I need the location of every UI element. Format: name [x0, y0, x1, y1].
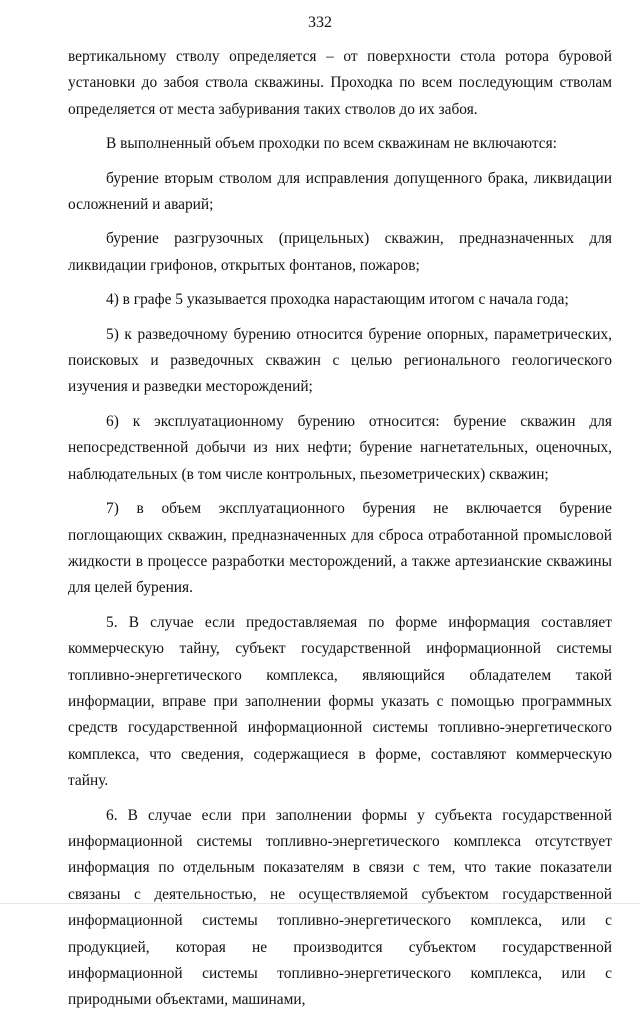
paragraph-section-5: 5. В случае если предоставляемая по форме информация составляет коммерческую тайну, субъект государственной информационной системы топливно-энергетического комплекса, являющийся обладателем такой информации, вправе при заполнении формы указать с помощью программных средств государственной информационной системы топливно-энергетического комплекса, что сведения, содержащиеся в форме, составляют коммерческую тайну. [68, 613, 612, 790]
paragraph-item-6: 6) к эксплуатационному бурению относится: бурение скважин для непосредственной добычи из них нефти; бурение нагнетательных, оценочных, наблюдательных (в том числе контрольных, пьезометрических) скважин; [68, 412, 612, 483]
paragraph-item-4: 4) в графе 5 указывается проходка нарастающим итогом с начала года; [106, 291, 569, 309]
document-body [68, 44, 612, 1014]
paragraph-relief-wells: бурение разгрузочных (прицельных) скважин, предназначенных для ликвидации грифонов, открытых фонтанов, пожаров; [68, 230, 612, 274]
paragraph-excluded-volume: В выполненный объем проходки по всем скважинам не включаются: [106, 135, 557, 153]
paragraph-second-bore: бурение вторым стволом для исправления допущенного брака, ликвидации осложнений и аварий; [68, 169, 612, 214]
paragraph-section-6: 6. В случае если при заполнении формы у субъекта государственной информационной системы топливно-энергетического комплекса отсутствует информация по отдельным показателям в связи с тем, что такие показатели связаны с деятельностью, не осуществляемой субъектом государственной информационной системы топливно-энергетического комплекса, или с продукцией, которая не производится субъектом государственной информационной системы топливно-энергетического комплекса, или с природными объектами, машинами, [68, 806, 612, 1009]
page-number: 332 [308, 14, 332, 31]
paragraph-continuation: вертикальному стволу определяется – от поверхности стола ротора буровой установки до забоя ствола скважины. Проходка по всем последующим стволам определяется от места забуривания таких стволов до их забоя. [68, 48, 612, 118]
paragraph-item-5: 5) к разведочному бурению относится бурение опорных, параметрических, поисковых и разведочных скважин с целью регионального геологического изучения и разведки месторождений; [68, 325, 612, 396]
paragraph-item-7: 7) в объем эксплуатационного бурения не включается бурение поглощающих скважин, предназначенных для сброса отработанной промысловой жидкости в процессе разработки месторождений, а также артезианские скважины для целей бурения. [68, 500, 612, 597]
page-edge-divider [0, 903, 640, 904]
